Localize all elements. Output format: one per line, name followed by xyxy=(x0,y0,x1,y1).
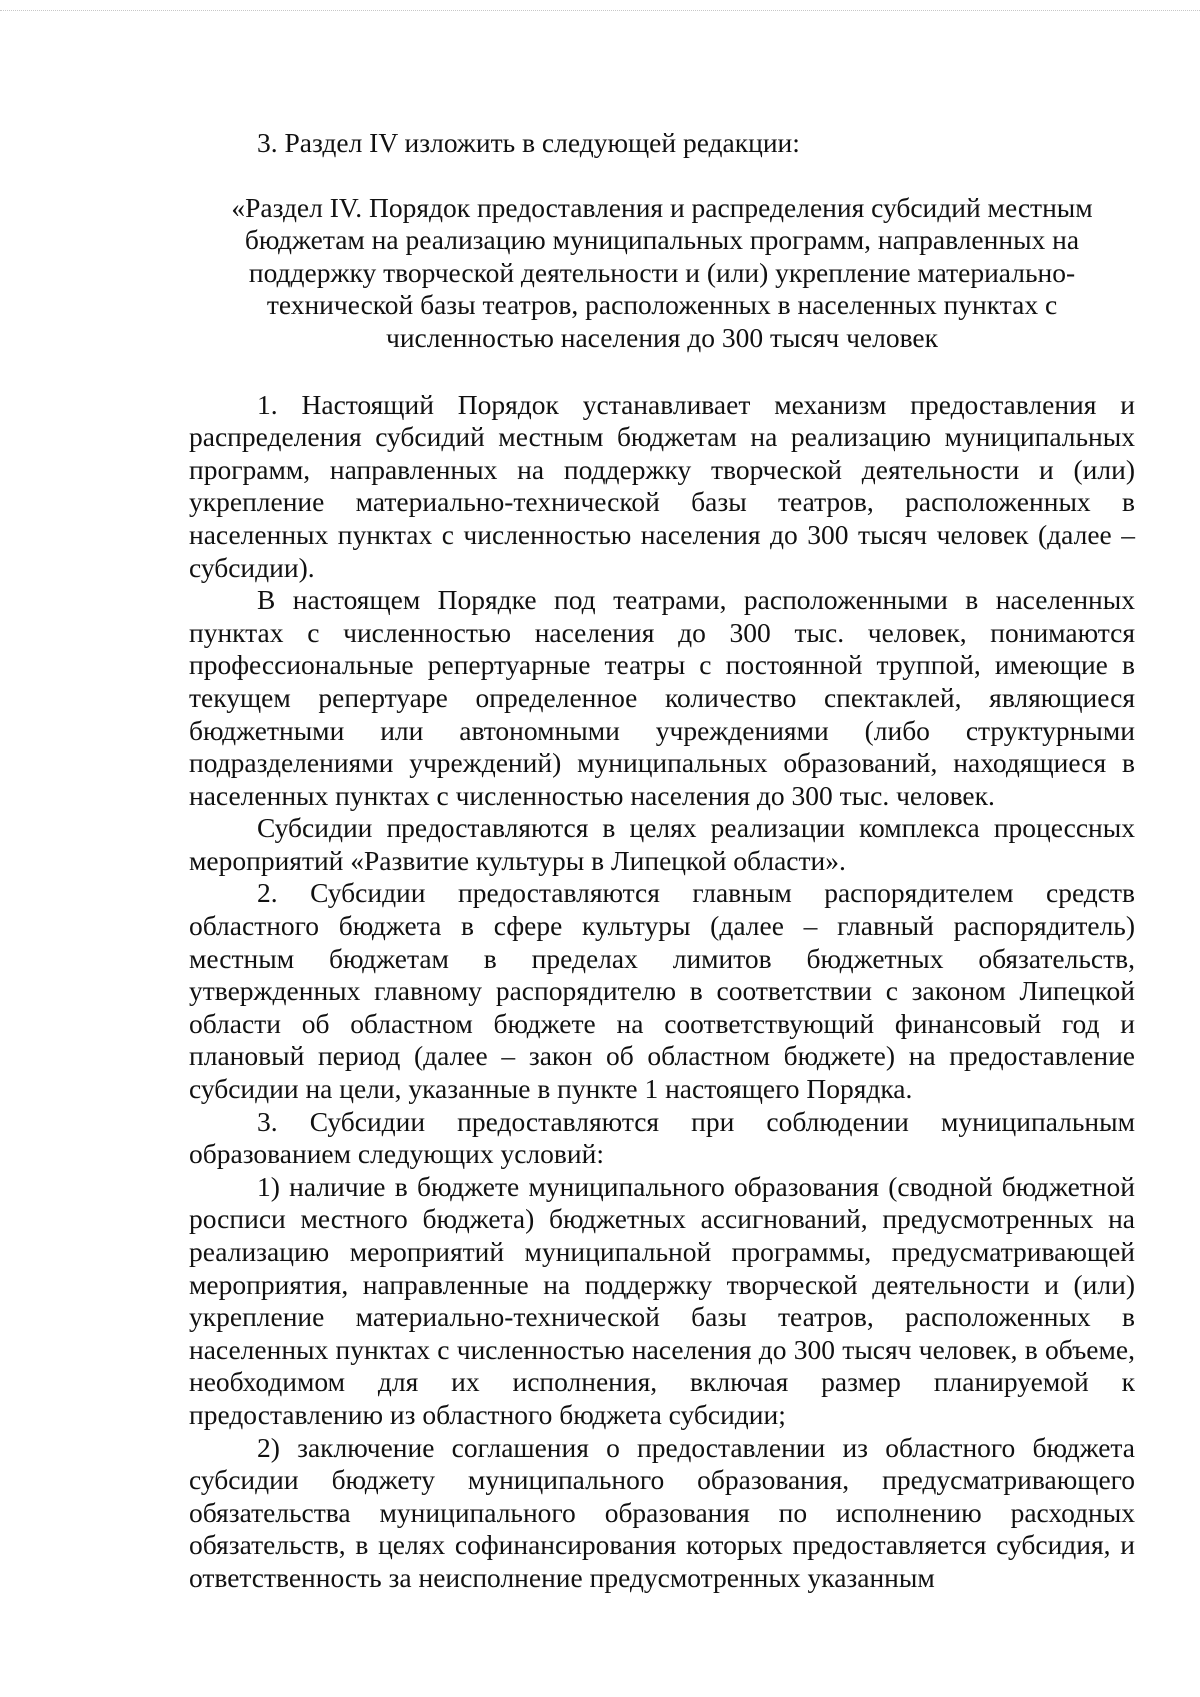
section-instruction: 3. Раздел IV изложить в следующей редакции: xyxy=(257,127,800,158)
paragraph-3: 3. Субсидии предоставляются при соблюдении муниципальным образованием следующих условий: xyxy=(189,1105,1135,1170)
paragraph-1: 1. Настоящий Порядок устанавливает механизм предоставления и распределения субсидий местным бюджетам на реализацию муниципальных программ, направленных на поддержку творческой деятельности и (или) укрепление материально-технической базы театров, расположенных в населенных пунктах с численностью населения до 300 тысяч человек (далее – субсидии). xyxy=(189,388,1135,583)
top-scan-border xyxy=(0,10,1200,11)
section-heading: «Раздел IV. Порядок предоставления и распределения субсидий местным бюджетам на реализацию муниципальных программ, направленных на поддержку творческой деятельности и (или) укрепление материально-технической базы театров, расположенных в населенных пунктах с численностью населения до 300 тысяч человек xyxy=(231,191,1093,353)
paragraph-2: 2. Субсидии предоставляются главным распорядителем средств областного бюджета в сфере культуры (далее – главный распорядитель) местным бюджетам в пределах лимитов бюджетных обязательств, утвержденных главному распорядителю в соответствии с законом Липецкой области об областном бюджете на соответствующий финансовый год и плановый период (далее – закон об областном бюджете) на предоставление субсидии на цели, указанные в пункте 1 настоящего Порядка. xyxy=(189,877,1135,1105)
condition-1: 1) наличие в бюджете муниципального образования (сводной бюджетной росписи местного бюджета) бюджетных ассигнований, предусмотренных на реализацию мероприятий муниципальной программы, предусматривающей мероприятия, направленные на поддержку творческой деятельности и (или) укрепление материально-технической базы театров, расположенных в населенных пунктах с численностью населения до 300 тысяч человек, в объеме, необходимом для их исполнения, включая размер планируемой к предоставлению из областного бюджета субсидии; xyxy=(189,1170,1135,1430)
paragraph-purpose: Субсидии предоставляются в целях реализации комплекса процессных мероприятий «Развитие культуры в Липецкой области». xyxy=(189,812,1135,876)
condition-2: 2) заключение соглашения о предоставлении из областного бюджета субсидии бюджету муниципального образования, предусматривающего обязательства муниципального образования по исполнению расходных обязательств, в целях софинансирования которых предоставляется субсидия, и ответственность за неисполнение предусмотренных указанным xyxy=(189,1431,1135,1593)
paragraph-theatres-definition: В настоящем Порядке под театрами, расположенными в населенных пунктах с численностью населения до 300 тыс. человек, понимаются профессиональные репертуарные театры с постоянной труппой, имеющие в текущем репертуаре определенное количество спектаклей, являющиеся бюджетными или автономными учреждениями (либо структурными подразделениями учреждений) муниципальных образований, находящиеся в населенных пунктах с численностью населения до 300 тыс. человек. xyxy=(189,584,1135,811)
document-body xyxy=(189,127,1135,1595)
